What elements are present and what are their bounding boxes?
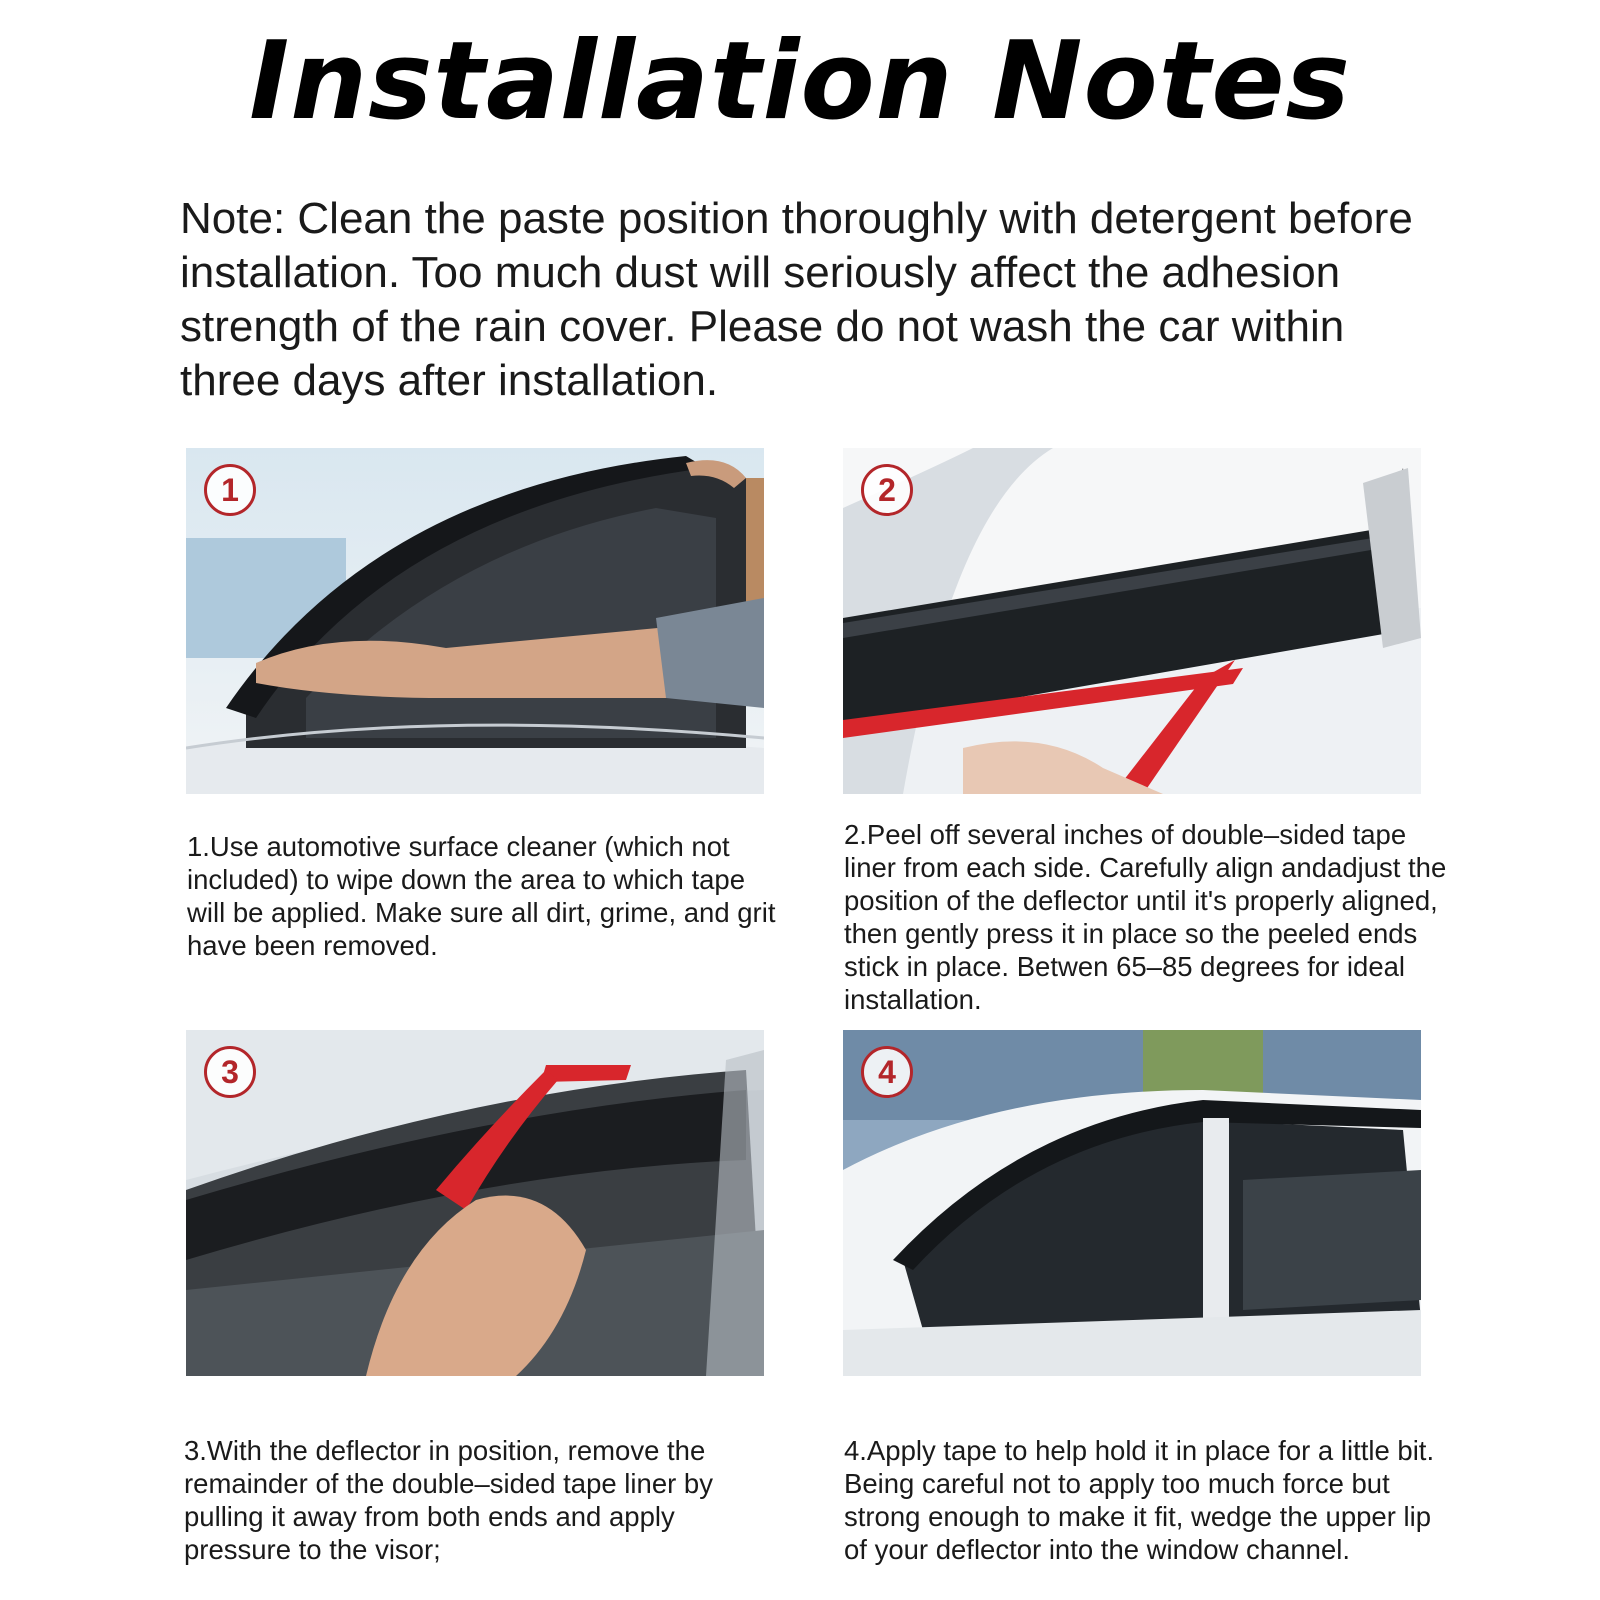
page-title: Installation Notes [249, 19, 1351, 144]
step-4-caption: 4.Apply tape to help hold it in place for a little bit. Being careful not to apply too much force but strong enough to make it fit, wedge the upper lip of your deflector into the window channel. [844, 1435, 1435, 1565]
step-2-badge: 2 [861, 464, 913, 516]
step-3-badge: 3 [204, 1046, 256, 1098]
installation-note: Note: Clean the paste position thoroughly with detergent before installation. Too much dust will seriously affect the adhesion strength of the rain cover. Please do not wash the car within three days after installation. [180, 194, 1413, 405]
step-4-badge: 4 [861, 1046, 913, 1098]
step-2-caption: 2.Peel off several inches of double–sided tape liner from each side. Carefully align andadjust the position of the deflector until it's properly aligned, then gently press it in place so the peeled ends stick in place. Betwen 65–85 degrees for ideal installation. [844, 819, 1447, 1015]
step-2-photo [843, 448, 1421, 794]
step-3-photo [186, 1030, 764, 1376]
step-1-caption: 1.Use automotive surface cleaner (which not included) to wipe down the area to which tape will be applied. Make sure all dirt, grime, and grit have been removed. [187, 831, 776, 961]
step-1-badge: 1 [204, 464, 256, 516]
step-4-photo [843, 1030, 1421, 1376]
step-3-caption: 3.With the deflector in position, remove the remainder of the double–sided tape liner by pulling it away from both ends and apply pressure to the visor; [184, 1435, 713, 1565]
step-1-photo [186, 448, 764, 794]
